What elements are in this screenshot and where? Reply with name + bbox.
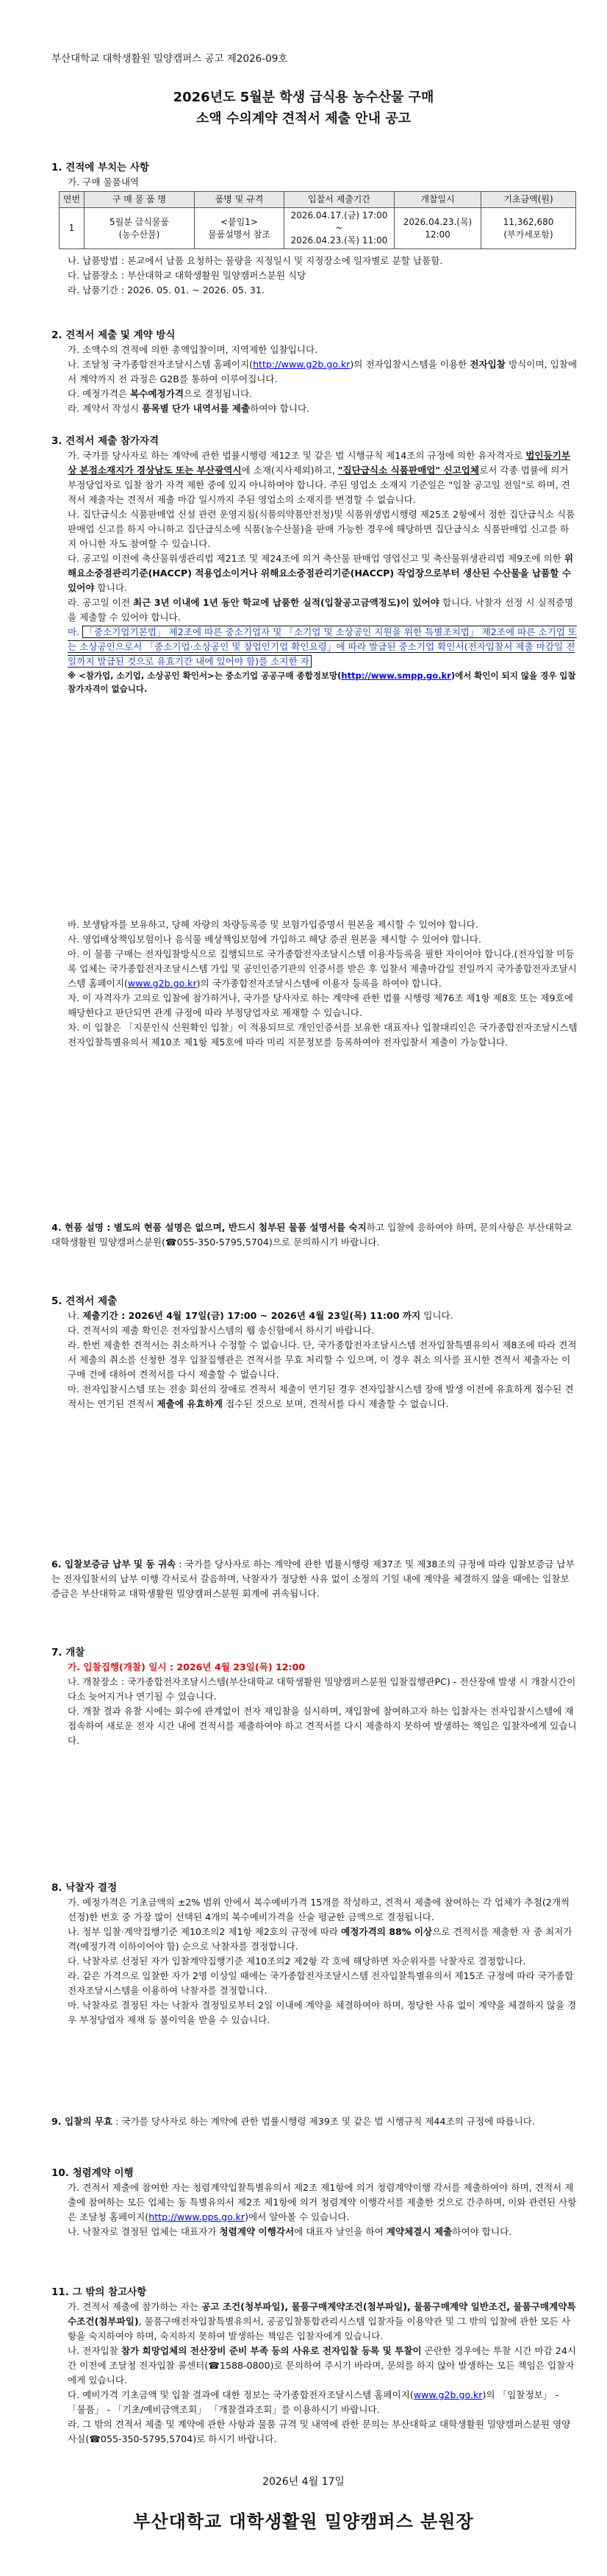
text: 아. 이 물품 구매는 전자입찰방식으로 집행되므로 국가종합전자조달시스템 이용자등록을 필한 자이어야 합니다.(전자입찰 미등록 업체는 국가종합전자조달시스템 가입 및 공인인증기관의 인증서를 받은 후 입찰서 제출마감일 전일까지 국가종합전자조달시스템 홈페이지(: [68, 948, 577, 989]
section-11-ra: 라. 그 밖의 견적서 제출 및 계약에 관한 사항과 물품 규격 및 내역에 관한 문의는 부산대학교 대학생활원 밀양캠퍼스분원 영양사실(☎055-350-5795,5704)로 하시기 바랍니다.: [68, 2419, 571, 2444]
notice-title: [44, 87, 563, 129]
issuer-signature: 부산대학교 대학생활원 밀양캠퍼스 분원장: [133, 2511, 474, 2532]
section-3-ra: [68, 595, 578, 625]
text-bold: 품목별 단가 내역서를 제출: [142, 403, 251, 414]
title-line-1: 2026년도 5월분 학생 급식용 농수산물 구매: [173, 90, 434, 105]
document-number: 부산대학교 대학생활원 밀양캠퍼스 공고 제2026-09호: [51, 53, 288, 65]
section-3-ma-note: [68, 669, 578, 695]
section-7-da: 다. 개찰 결과 유찰 시에는 회수에 관계없이 전자 재입찰을 실시하며, 재입찰에 참여하고자 하는 입찰자는 전자입찰시스템에 재접속하여 새로운 전자 시간 내에 견적서를 제출하여야 하고 견적서를 다시 제출하지 못하여 발생하는 책임은 입찰자에게 있습니다.: [68, 1706, 577, 1746]
text-bold: 입찰의 무효: [64, 2116, 113, 2127]
section-8-ra: 라. 같은 가격으로 입찰한 자가 2명 이상일 때에는 국가종합전자조달시스템 전자입찰특별유의서 제15조 규정에 따라 국가종합전자조달시스템을 이용하여 낙찰자를 결정합니다.: [68, 1970, 574, 1996]
notice-date: 2026년 4월 17일: [262, 2476, 345, 2488]
text: 라. 공고일 이전: [68, 597, 134, 608]
section-7-heading: 7. 개찰: [51, 1647, 85, 1659]
text: 다. 예비가격 기초금액 및 입찰 결과에 대한 정보는 국가종합전자조달시스템 홈페이지(: [68, 2389, 414, 2400]
section-10-na: [68, 2225, 578, 2239]
section-7: [51, 1645, 578, 1748]
text: 다. 공고일 이전에 축산물위생관리법 제21조 및 제24조에 의거 축산물 판매업 영업신고 및 축산물위생관리법 제9조에 의한: [68, 553, 564, 564]
text: 4. 현품 설명 : 별도의 현품 설명은 없으며, 반드시 첨부된: [51, 1222, 289, 1233]
section-11-ga: [68, 2300, 578, 2344]
text-bold: 제출기간 : 2026년 4월 17일(금) 17:00 ~ 2026년 4월 23일(목) 11:00 까지: [82, 1310, 421, 1321]
text: )의 「입찰정보」 - 「물품」 - 「기초/예비금액조회」 「개찰결과조회」를 이용하시기 바랍니다.: [68, 2389, 558, 2415]
cell-item-line-1: 5월분 급식물품: [109, 216, 169, 227]
section-3-a: [68, 947, 578, 991]
section-8: [51, 1881, 578, 2028]
section-9: [51, 2114, 578, 2129]
cell-period-line-3: 2026.04.23.(목) 11:00: [290, 235, 388, 246]
section-3-heading: 3. 견적서 제출 참가자격: [51, 435, 159, 447]
cell-open: [395, 208, 481, 249]
header-spec: 품명 및 규격: [195, 192, 284, 208]
text: 마. 전자입찰시스템 또는 전송 회선의 장애로 견적서 제출이 연기된 경우 전자입찰시스템 장애 발생 이전에 유효하게 접수된 견적서는 연기된 견적서: [68, 1384, 574, 1409]
text: : 국가를 당사자로 하는 계약에 관한 법률시행령 제39조 및 같은 법 시행규칙 제44조의 규정에 따릅니다.: [112, 2116, 535, 2127]
text: 나.: [68, 1310, 83, 1321]
cell-spec: [195, 208, 284, 249]
section-11-da: [68, 2388, 578, 2417]
text: 하고 입찰에 응하여야 하며, 문의사항은 부산대학교 대학생활원 밀양캠퍼스분원(☎055-350-5795,5704)으로 문의하시기 바랍니다.: [51, 1222, 572, 1248]
section-8-da: 다. 낙찰자로 선정된 자가 입찰계약집행기준 제10조의2 제2항 각 호에 해당하면 차순위자를 낙찰자로 결정합니다.: [68, 1956, 526, 1967]
cell-spec-line-2: 물품설명서 참조: [208, 229, 270, 240]
header-open: 개찰일시: [395, 192, 481, 208]
section-3-ga: [68, 448, 578, 507]
text: 9.: [51, 2116, 65, 2127]
text: : 국가를 당사자로 하는 계약에 관한 법률시행령 제37조 및 제38조의 규정에 따라 입찰보증금 납부는 전자입찰서의 납부 이행 각서로서 갈음하며, 낙찰자가 정당한 사유 없이 소정의 기일 내에 계약을 체결하지 않을 때에는 입찰보증금은 부산대학교 대학생활원 밀양캠퍼스분원 회계에 귀속됩니다.: [51, 1559, 575, 1599]
text: 방식이며, 입찰에서 계약까지 전 과정은 G2B를 통하여 이루어집니다.: [68, 359, 578, 384]
text: 나. 전자입찰: [68, 2345, 121, 2356]
items-table: [59, 191, 576, 249]
cell-item: [85, 208, 195, 249]
text-bold: 입찰보증금 납부 및 동 귀속: [64, 1559, 176, 1570]
g2b-link[interactable]: www.g2b.go.kr: [127, 978, 197, 989]
section-3-sa: 사. 영업배상책임보험이나 음식물 배상책임보험에 가입하고 해당 증권 원본을 제시할 수 있어야 합니다.: [68, 934, 481, 945]
section-3-cha: 차. 이 입찰은 「지문인식 신원확인 입찰」이 적용되므로 개인인증서를 보유한 대표자나 입찰대리인은 국가종합전자조달시스템 전자입찰특별유의서 제10조 제1항 제5호에 따라 미리 지문정보를 등록하여야 전자입찰서 제출이 가능합니다.: [68, 1022, 578, 1048]
section-6-text: [51, 1557, 578, 1601]
text-underline: 법인등기부상 본점소재지가 경상남도 또는 부산광역시: [68, 450, 571, 476]
cell-no: 1: [60, 208, 85, 249]
text: 에 소재(지사제외)하고,: [241, 465, 338, 476]
section-2-da: [68, 387, 578, 401]
sme-qualification-box: 「중소기업기본법」 제2조에 따른 중소기업자 및 「소기업 및 소상공인 지원을 위한 특별조치법」 제2조에 따른 소기업 또는 소상공인으로서 「중소기업·소상공인 및 창업인기업 확인요령」에 따라 발급된 중소기업 확인서(전자입찰서 제출 마감일 전일까지 발급된 것으로 유효기간 내에 있어야 함)를 소지한 자: [68, 626, 578, 667]
section-1-ga: 가. 구매 물품내역: [68, 176, 140, 187]
pps-link[interactable]: http://www.pps.go.kr: [148, 2211, 245, 2222]
text: 하여야 합니다.: [452, 2226, 512, 2237]
section-6: [51, 1557, 578, 1601]
section-1-ra: 라. 납품기간 : 2026. 05. 01. ~ 2026. 05. 31.: [68, 285, 265, 296]
text-bold: 제출에 유효하게: [157, 1398, 223, 1409]
section-3-da: [68, 551, 578, 595]
section-8-na: [68, 1925, 578, 1954]
header-no: 연번: [60, 192, 85, 208]
text: 다. 예정가격은: [68, 388, 131, 399]
section-2: [51, 328, 578, 416]
section-8-ga: 가. 예정가격은 기초금액의 ±2% 범위 안에서 복수예비가격 15개를 작성하고, 견적서 제출에 참여하는 각 업체가 추첨(2개씩 선정)한 번호 중 가장 많이 선택된 4개의 복수예비가격을 산술 평균한 금액으로 결정됩니다.: [68, 1897, 570, 1922]
section-5: [51, 1294, 578, 1412]
section-11-heading: 11. 그 밖의 참고사항: [51, 2286, 147, 2298]
text: 곤란한 경우에는 투찰 시간 마감 24시간 이전에 조달청 전자입찰 콜센터(☎1588-0800)로 문의하여 주시기 바라며, 문의를 하지 않아 발생하는 모든 책임은 입찰자에게 있습니다.: [68, 2345, 577, 2386]
section-2-heading: 2. 견적서 제출 및 계약 방식: [51, 329, 176, 341]
text: 으로 견적서를 제출한 자 중 최저가격(예정가격 이하이어야 함) 순으로 낙찰자를 결정합니다.: [68, 1926, 572, 1952]
section-9-text: [51, 2114, 578, 2129]
g2b-link[interactable]: www.g2b.go.kr: [413, 2389, 483, 2400]
text: 6.: [51, 1559, 65, 1570]
section-4-text: [51, 1220, 578, 1250]
section-5-da: 다. 견적서의 제출 확인은 전자입찰시스템의 웹 송신함에서 하시기 바랍니다.: [68, 1325, 375, 1336]
cell-open-line-2: 12:00: [425, 229, 450, 240]
text: 나. 정부 입찰·계약집행기준 제10조의2 제1항 제2호의 규정에 따라: [68, 1926, 342, 1937]
section-10-heading: 10. 청렴계약 이행: [51, 2167, 134, 2179]
section-3-ja: 자. 이 자격자가 고의로 입찰에 참가하거나, 국가를 당사자로 하는 계약에 관한 법률 시행령 제76조 제1항 제8호 또는 제9호에 해당한다고 판단되면 관계 규정에 따라 부정당업자로 제재할 수 있습니다.: [68, 992, 573, 1018]
g2b-link[interactable]: http://www.g2b.go.kr: [253, 359, 351, 370]
text: 합니다.: [94, 582, 128, 593]
text-bold: 청렴계약 이행각서: [219, 2226, 295, 2237]
text: 가. 견적서 제출에 참가하는 자는: [68, 2301, 202, 2312]
cell-amount: [481, 208, 576, 249]
section-8-ma: 마. 낙찰자로 결정된 자는 낙찰자 결정일로부터 2일 이내에 계약을 체결하여야 하며, 정당한 사유 없이 계약을 체결하지 않을 경우 부정당업자 제재 등 불이익을 받을 수 있습니다.: [68, 2000, 577, 2025]
section-10-ga: [68, 2180, 578, 2225]
section-7-ga: 가. 입찰집행(개찰) 일시 : 2026년 4월 23일(목) 12:00: [68, 1661, 306, 1672]
text: 로서 각종 법률에 의거 부정당업자로 입찰 참가 자격 제한 중에 있지 아니하여야 합니다. 주된 영업소 소재지 기준일은 "입찰 공고일 전일"로 하며, 견적서 제출자는 견적서 제출 마감 일시까지 주된 영업소의 소재지를 변경할 수 없습니다.: [68, 465, 570, 505]
text: 라. 계약서 작성시: [68, 403, 143, 414]
text-underline: "집단급식소 식품판매업" 신고업체: [337, 465, 480, 476]
section-5-na: [68, 1309, 578, 1323]
text-bold: 참가 희망업체의 전산장비 준비 부족 등의 사유로 전자입찰 등록 및 투찰이: [121, 2345, 422, 2356]
cell-period-line-2: ~: [335, 223, 343, 233]
text: 합니다. 낙찰자 선정 시 실적증명을 제출할 수 있어야 합니다.: [68, 597, 574, 623]
cell-spec-line-1: <붙임1>: [220, 216, 258, 227]
section-1-na: 나. 납품방법 : 본교에서 납품 요청하는 물량을 지정일시 및 지정장소에 일자별로 분할 납품함.: [68, 255, 443, 266]
text: )의 전자입찰시스템을 이용한: [350, 359, 470, 370]
text: 하여야 합니다.: [250, 403, 310, 414]
text: )에서 확인이 되지 않을 경우 입찰참가자격이 없습니다.: [68, 670, 576, 694]
header-item: 구 매 물 품 명: [85, 192, 195, 208]
text-bold: 물품 설명서를 숙지: [288, 1222, 367, 1233]
cell-open-line-1: 2026.04.23.(목): [403, 216, 473, 227]
section-1: [51, 160, 578, 298]
text: 가. 견적서 제출에 참여한 자는 청렴계약입찰특별유의서 제2조 제1항에 의거 청렴계약이행 각서를 제출하여야 하며, 견적서 제출에 참여하는 모든 업체는 동 특별유의서 제2조 제1항에 의거 청렴계약 이행각서를 제출한 것으로 간주하며, 이와 관련된 사항은 조달청 홈페이지(: [68, 2182, 577, 2222]
section-11-na: [68, 2344, 578, 2388]
cell-amount-line-2: (부가세포함): [503, 229, 553, 240]
header-amount: 기초금액(원): [481, 192, 576, 208]
text: , 물품구매전자입찰특별유의서, 공공입찰통합관리시스템 입찰자들 이용약관 및 그 밖의 입찰에 관한 모든 사항을 숙지하여야 하며, 숙지하지 못하여 발생하는 책임은 입찰자에게 있습니다.: [68, 2316, 570, 2341]
section-3-na: 나. 집단급식소 식품판매업 신설 관련 운영지침(식품의약품안전청)및 식품위생법시행령 제25조 2항에서 정한 집단급식소 식품판매업 신고를 하지 아니하고 집단급식소에 식품(농수산물)을 판매 가능한 경우에 해당하면 집단급식소 식품판매업 신고를 하지 아니한 자도 참여할 수 있습니다.: [68, 509, 575, 549]
text: 마.: [68, 626, 83, 637]
smpp-link[interactable]: http://www.smpp.go.kr: [341, 670, 451, 681]
section-10: [51, 2166, 578, 2239]
table-row: [60, 208, 576, 249]
items-table-header-row: [60, 192, 576, 208]
text-bold: 위해요소중점관리기준(HACCP) 적용업소이거나 위해요소중점관리기준(HACCP) 작업장으로부터 생산된 수산물을 납품할 수 있어야: [68, 553, 574, 593]
text: 나. 조달청 국가종합전자조달시스템 홈페이지(: [68, 359, 254, 370]
text-bold: 예정가격의 88% 이상: [341, 1926, 433, 1937]
text-bold: 복수예정가격: [130, 388, 184, 399]
text: ※ <참가업, 소기업, 소상공인 확인서>는 중소기업 공공구매 종합정보망(: [68, 670, 342, 681]
section-5-heading: 5. 견적서 제출: [51, 1295, 118, 1307]
section-8-heading: 8. 낙찰자 결정: [51, 1882, 118, 1894]
text: 에 대표자 날인을 하여: [294, 2226, 387, 2237]
section-3-ba: 바. 보생탐자를 보유하고, 당해 자량의 차량등록증 및 보험가입증명서 원본을 제시할 수 있어야 합니다.: [68, 919, 478, 930]
text: 으로 결정됩니다.: [184, 388, 253, 399]
text: 나. 낙찰자로 결정된 업체는 대표자가: [68, 2226, 220, 2237]
text: 가. 국가를 당사자로 하는 계약에 관한 법률시행령 제12조 및 같은 법 시행규칙 제14조의 규정에 의한 유자격자로: [68, 450, 526, 461]
text: )에서 알아볼 수 있습니다.: [245, 2211, 350, 2222]
cell-amount-line-1: 11,362,680: [503, 216, 554, 227]
cell-item-line-2: (농수산물): [118, 229, 160, 240]
text-bold: 공고 조건(청부파일), 물품구매계약조건(첨부파일), 물품구매계약 일반조건, 물품구매계약특수조건(첨부파일): [68, 2301, 576, 2327]
cell-period-line-1: 2026.04.17.(금) 17:00: [290, 210, 388, 221]
text-bold: 계약체결시 제출: [386, 2226, 453, 2237]
title-line-2: 소액 수의계약 견적서 제출 안내 공고: [195, 111, 412, 126]
text-bold: 전자입찰: [470, 359, 506, 370]
section-1-heading: 1. 견적에 부치는 사항: [51, 162, 149, 173]
text: 입니다.: [420, 1310, 453, 1321]
section-3-ma: [68, 625, 578, 669]
section-5-ma: [68, 1382, 578, 1412]
section-7-na: 나. 개찰장소 : 국가종합전자조달시스템(부산대학교 대학생활원 밀양캠퍼스분원 입찰집행관PC) - 전산장애 발생 시 개찰시간이 다소 늦어지거나 연기될 수 있습니다.: [68, 1676, 576, 1702]
section-3-continued: [51, 917, 578, 1050]
section-5-ra: 라. 한번 제출한 견적서는 취소하거나 수정할 수 없습니다. 단, 국가종합전자조달시스템 전자입찰특별유의서 제8조에 따라 견적서 제출의 취소를 신청한 경우 입찰집행관은 견적서를 무효 처리할 수 있으며, 이 경우 취소 의사를 표시한 견적서 제출자는 이 구매 건에 대하여 견적서를 다시 제출할 수 없습니다.: [68, 1339, 577, 1380]
section-1-da: 다. 납품장소 : 부산대학교 대학생활원 밀양캠퍼스분원 식당: [68, 270, 306, 281]
text-bold: 최근 3년 이내에 1년 동안 학교에 납품한 실적(입찰공고금액정도)이 있어야: [133, 597, 439, 608]
section-4: [51, 1220, 578, 1250]
text: )의 국가종합전자조달시스템에 이용자 등록을 하여야 합니다.: [196, 978, 442, 989]
section-2-na: [68, 357, 578, 387]
cell-period: [284, 208, 395, 249]
header-period: 입찰서 제출기간: [284, 192, 395, 208]
text: 접수된 것으로 보며, 견적서를 다시 제출할 수 없습니다.: [223, 1398, 449, 1409]
section-2-ga: 가. 소액수의 견적에 의한 총액입찰이며, 지역제한 입찰입니다.: [68, 344, 318, 355]
section-11: [51, 2285, 578, 2447]
section-2-ra: [68, 401, 578, 416]
section-3: [51, 434, 578, 695]
